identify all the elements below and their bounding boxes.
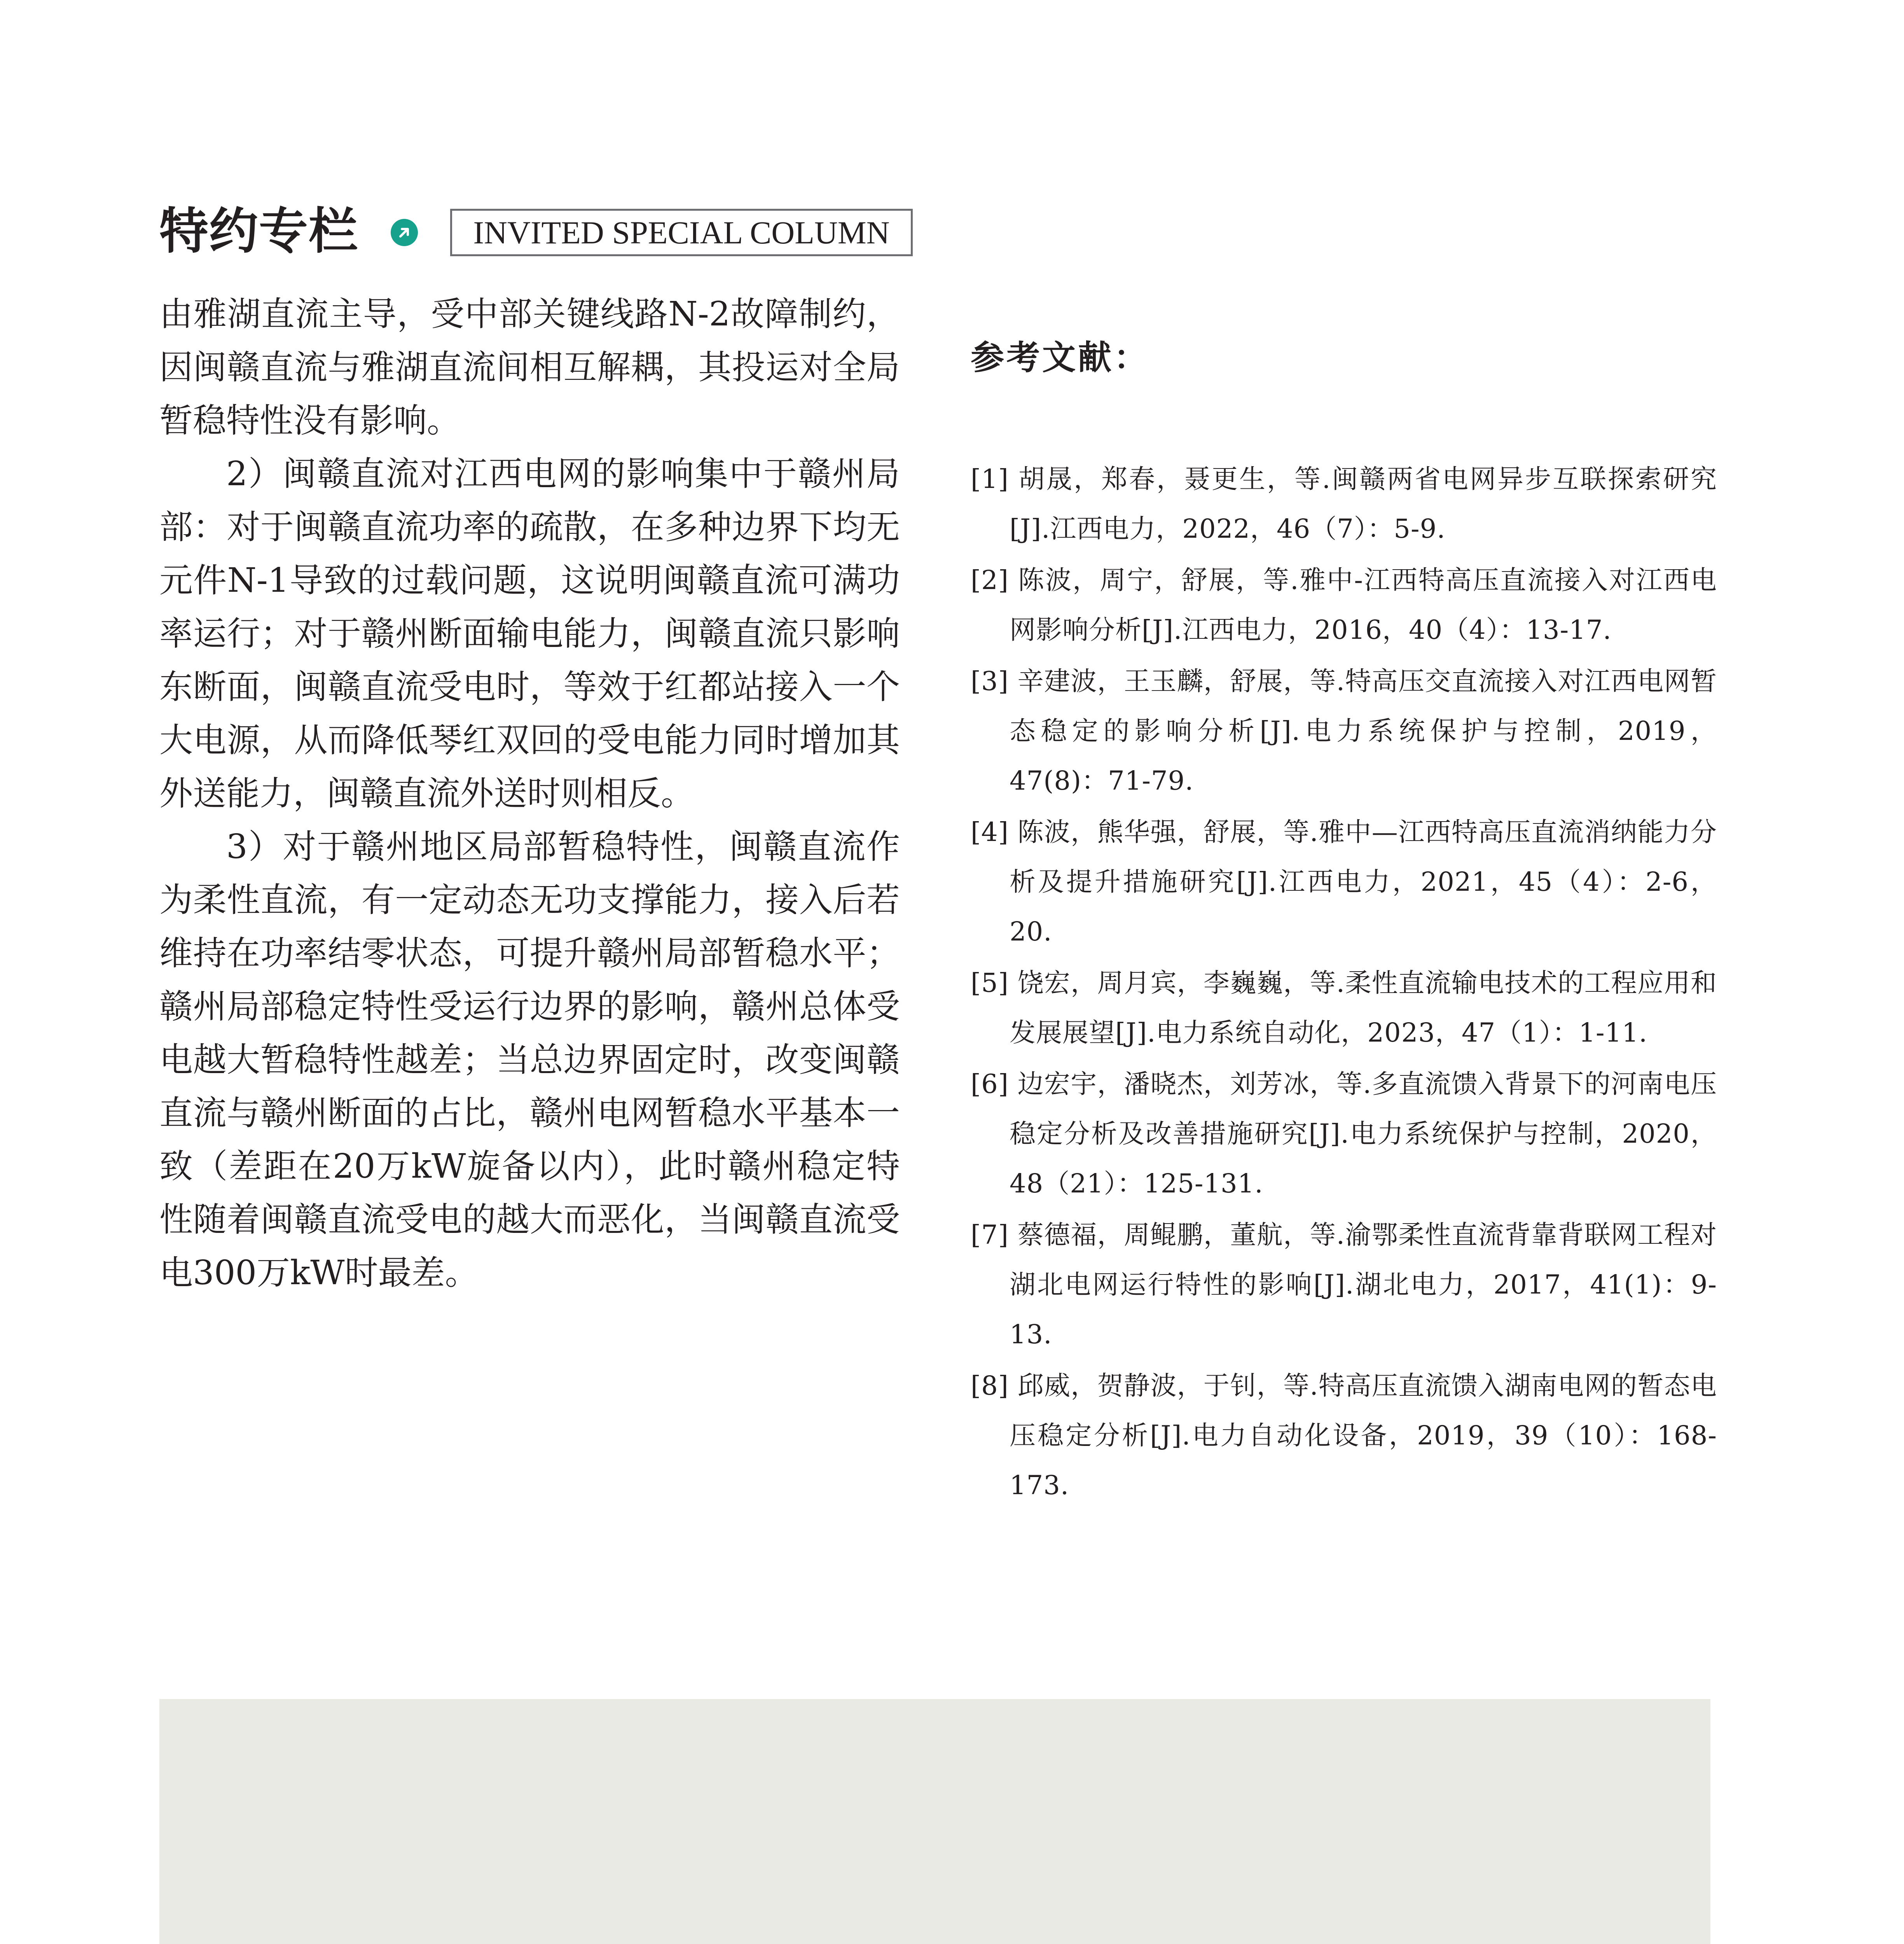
reference-item: [4] 陈波，熊华强，舒展，等.雅中—江西特高压直流消纳能力分析及提升措施研究[J].江西电力，2021，45（4）：2-6，20. — [971, 817, 1717, 947]
reference-item: [2] 陈波，周宁，舒展，等.雅中-江西特高压直流接入对江西电网影响分析[J].江西电力，2016，40（4）：13-17. — [971, 565, 1717, 645]
references-heading: 参考文献： — [971, 338, 1149, 377]
arrow-up-right-icon — [391, 219, 418, 246]
reference-item: [6] 边宏宇，潘晓杰，刘芳冰，等.多直流馈入背景下的河南电压稳定分析及改善措施研究[J].电力系统保护与控制，2020，48（21）：125-131. — [971, 1069, 1717, 1199]
body-paragraph: 2）闽赣直流对江西电网的影响集中于赣州局部：对于闽赣直流功率的疏散，在多种边界下均无元件N-1导致的过载问题，这说明闽赣直流可满功率运行；对于赣州断面输电能力，闽赣直流只影响东断面，闽赣直流受电时，等效于红都站接入一个大电源，从而降低琴红双回的受电能力同时增加其外送能力，闽赣直流外送时则相反。 — [159, 455, 900, 813]
column-title-english: INVITED SPECIAL COLUMN — [450, 209, 913, 256]
column-title: 特约专栏 — [159, 203, 358, 260]
placeholder-panel — [159, 1699, 1710, 1944]
body-text — [159, 288, 900, 1300]
reference-item: [8] 邱威，贺静波，于钊，等.特高压直流馈入湖南电网的暂态电压稳定分析[J].电力自动化设备，2019，39（10）：168-173. — [971, 1371, 1717, 1500]
reference-item: [1] 胡晟，郑春，聂更生，等.闽赣两省电网异步互联探索研究[J].江西电力，2022，46（7）：5-9. — [971, 464, 1717, 544]
body-paragraph: 由雅湖直流主导，受中部关键线路N-2故障制约，因闽赣直流与雅湖直流间相互解耦，其投运对全局暂稳特性没有影响。 — [159, 295, 900, 440]
reference-list — [971, 454, 1717, 1510]
references-section — [971, 334, 1717, 1512]
reference-item: [3] 辛建波，王玉麟，舒展，等.特高压交直流接入对江西电网暂态稳定的影响分析[J].电力系统保护与控制，2019，47(8)：71-79. — [971, 666, 1717, 796]
reference-item: [7] 蔡德福，周鲲鹏，董航，等.渝鄂柔性直流背靠背联网工程对湖北电网运行特性的影响[J].湖北电力，2017，41(1)：9-13. — [971, 1220, 1717, 1350]
reference-item: [5] 饶宏，周月宾，李巍巍，等.柔性直流输电技术的工程应用和发展展望[J].电力系统自动化，2023，47（1）：1-11. — [971, 968, 1717, 1048]
body-paragraph: 3）对于赣州地区局部暂稳特性，闽赣直流作为柔性直流，有一定动态无功支撑能力，接入后若维持在功率结零状态，可提升赣州局部暂稳水平；赣州局部稳定特性受运行边界的影响，赣州总体受电越大暂稳特性越差；当总边界固定时，改变闽赣直流与赣州断面的占比，赣州电网暂稳水平基本一致（差距在20万kW旋备以内），此时赣州稳定特性随着闽赣直流受电的越大而恶化，当闽赣直流受电300万kW时最差。 — [159, 827, 900, 1292]
